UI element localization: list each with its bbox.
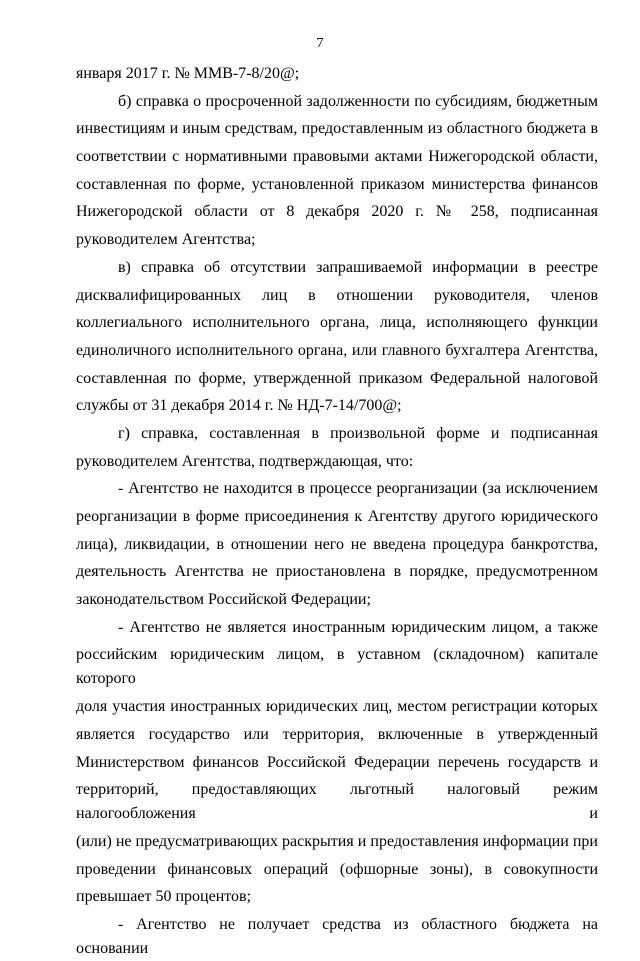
text-line: составленная по форме, утвержденной приказом Федеральной налоговой	[76, 369, 598, 387]
text-line: деятельность Агентства не приостановлена в порядке, предусмотренном	[76, 563, 598, 581]
text-line: коллегиального исполнительного органа, лица, исполняющего функции	[76, 314, 598, 332]
text-line: января 2017 г. № ММВ-7-8/20@;	[76, 65, 300, 82]
text-line: территорий, предоставляющих льготный налоговый режим налогообложения и	[76, 781, 598, 823]
text-line: дисквалифицированных лиц в отношении руководителя, членов	[76, 286, 598, 304]
text-line: соответствии с нормативными правовыми актами Нижегородской области,	[76, 148, 598, 166]
document-body	[76, 62, 598, 961]
text-line: реорганизации в форме присоединения к Агентству другого юридического	[76, 508, 598, 525]
text-line: г) справка, составленная в произвольной форме и подписанная	[118, 424, 598, 442]
text-line: (или) не предусматривающих раскрытия и предоставления информации при	[76, 832, 598, 850]
text-line: российским юридическим лицом, в уставном (складочном) капитале которого	[76, 646, 598, 688]
text-line: руководителем Агентства;	[76, 231, 256, 249]
text-line: составленная по форме, установленной приказом министерства финансов	[76, 175, 598, 193]
text-line: проведении финансовых операций (офшорные зоны), в совокупности	[76, 860, 598, 878]
text-line: - Агентство не является иностранным юридическим лицом, а также	[118, 618, 598, 636]
text-line: б) справка о просроченной задолженности по субсидиям, бюджетным	[118, 92, 598, 110]
text-line: единоличного исполнительного органа, или главного бухгалтера Агентства,	[76, 341, 598, 359]
text-line: службы от 31 декабря 2014 г. № НД-7-14/700@;	[76, 397, 402, 415]
page-number: 7	[316, 36, 324, 51]
text-line: Министерством финансов Российской Федерации перечень государств и	[76, 753, 598, 771]
text-line: превышает 50 процентов;	[76, 888, 252, 906]
text-line: руководителем Агентства, подтверждающая, что:	[76, 452, 414, 470]
text-line: является государство или территория, включенные в утвержденный	[76, 725, 598, 743]
text-line: законодательством Российской Федерации;	[76, 591, 371, 609]
text-line: лица), ликвидации, в отношении него не введена процедура банкротства,	[76, 535, 598, 553]
text-line: - Агентство не находится в процессе реорганизации (за исключением	[118, 480, 598, 498]
text-line: инвестициям и иным средствам, предоставленным из областного бюджета в	[76, 120, 598, 138]
text-line: - Агентство не получает средства из областного бюджета на основании	[76, 915, 598, 957]
text-line: в) справка об отсутствии запрашиваемой информации в реестре	[118, 258, 598, 276]
text-line: Нижегородской области от 8 декабря 2020 г. № 258, подписанная	[76, 203, 598, 221]
text-line: доля участия иностранных юридических лиц, местом регистрации которых	[76, 698, 598, 716]
